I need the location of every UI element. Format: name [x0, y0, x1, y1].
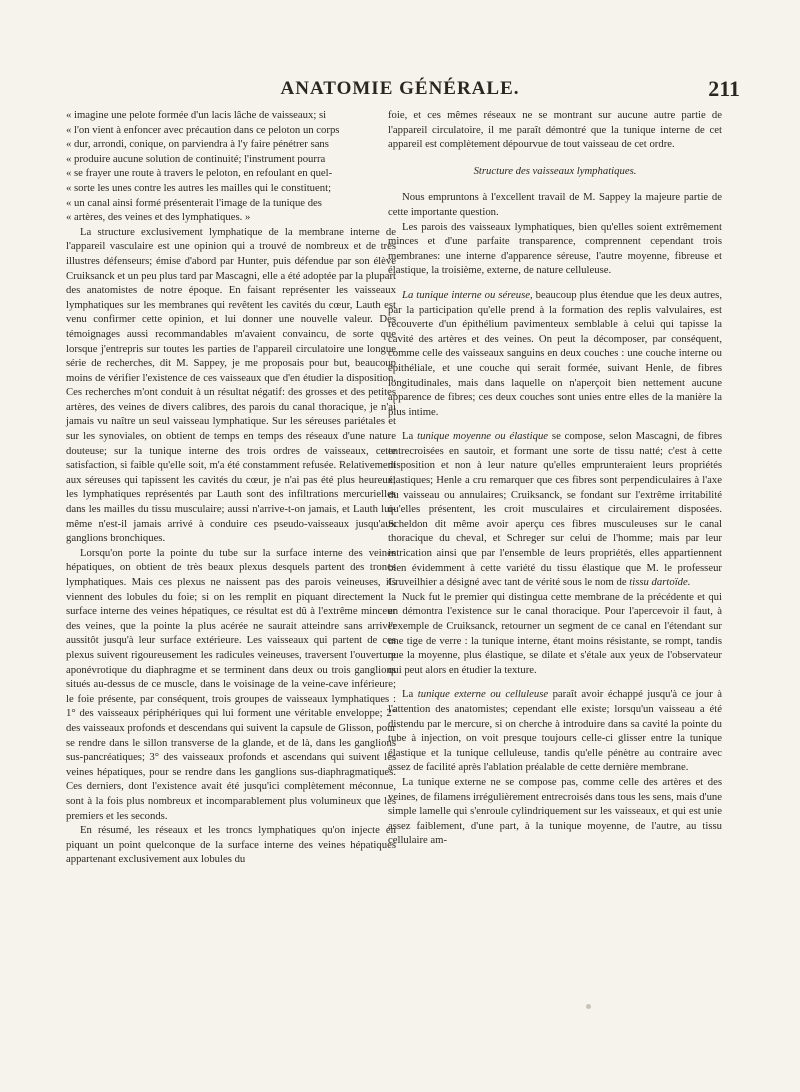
quote-line: « un canal ainsi formé présenterait l'image de la tunique des — [66, 196, 396, 211]
term: tunique externe ou celluleuse — [417, 688, 549, 701]
paragraph — [388, 288, 722, 419]
paragraph: La tunique externe ne se compose pas, comme celle des artères et des veines, de filamens irrégulièrement entrecroisés dans tous les sens, mais d'une simple lamelle qui s'enroule cylindriquement sur les vaisseaux, et qui est unie assez faiblement, d'une part, à la tunique moyenne, de l'autre, au tissu cellulaire am- — [388, 775, 722, 847]
paragraph: La structure exclusivement lymphatique de la membrane interne de l'appareil vasculaire est une opinion qui a trouvé de nombreux et de très illustres défenseurs; émise d'abord par Hunter, puis défendue par son élève Cruiksanck et un peu plus tard par Mascagni, elle a été adoptée par la plupart des anatomistes de notre époque. En faisant représenter les vaisseaux lymphatiques sur les membranes qui revêtent les cavités du cœur, Lauth est venu confirmer cette opinion, et lui donner une nouvelle valeur. Des témoignages aussi recommandables m'avaient convaincu, de sorte que lorsque j'entrepris sur toutes les parties de l'appareil circulatoire une longue série de recherches, dit M. Sappey, je me proposais pour but, beaucoup moins de vérifier l'existence de ces vaisseaux que d'en étudier la disposition. Ces recherches m'ont conduit à un résultat négatif: des grosses et des petites artères, des veines de divers calibres, des parois du canal thoracique, je n'ai jamais vu naître un seul vaisseau lymphatique. Sur les séreuses pariétales et sur les synoviales, on obtient de temps en temps des réseaux d'une nature douteuse; sur la tunique interne des trois ordres de vaisseaux, cette satisfaction, si faible qu'elle soit, m'a été constamment refusée. Relativement aux séreuses qui tapissent les cavités du cœur, je n'ai pas été plus heureux; les lymphatiques représentés par Lauth sont des infiltrations mercurielles dans les mailles du tissu musculaire; aussi n'arrive-t-on jamais, et Lauth lui-même n'est-il jamais arrivé à conduire ces pseudo-vaisseaux jusqu'aux ganglions bronchiques. — [66, 225, 396, 545]
left-column — [66, 108, 396, 867]
right-column — [388, 108, 722, 848]
quote-line: « sorte les unes contre les autres les mailles qui le constituent; — [66, 181, 396, 196]
page-number: 211 — [708, 76, 740, 101]
paragraph-text: La — [402, 430, 418, 443]
term: tunique moyenne ou élastique — [417, 430, 549, 443]
paragraph: Lorsqu'on porte la pointe du tube sur la surface interne des veines hépatiques, on obtient de très beaux plexus desquels partent des troncs lymphatiques. Mais ces plexus ne naissent pas des parois veineuses, ils viennent des lobules du foie; si on les remplit en piquant directement la surface interne des veines hépatiques, ce résultat est dû à l'extrême minceur des veines, que la pointe la plus acérée ne saurait atteindre sans arriver aussitôt jusqu'à leur surface extérieure. Les vaisseaux qui partent de ces plexus suivent rigoureusement les radicules veineuses, traversent l'ouverture aponévrotique du diaphragme et se terminent dans deux ou trois ganglions situés au-dessus de ce muscle, dans le voisinage de la veine-cave inférieure; le foie présente, par conséquent, trois groupes de vaisseaux lymphatiques : 1° des vaisseaux périphériques qui lui forment une véritable enveloppe; 2° des vaisseaux profonds et descendans qui suivent la capsule de Glisson, pour se rendre dans le sillon transverse de la glande, et de là, dans les ganglions sus-pancréatiques; 3° des vaisseaux profonds et ascendans qui suivent les veines hépatiques, pour se rendre dans les ganglions sus-diaphragmatiques. Ces derniers, dont l'existence avait été jusqu'ici complètement méconnue, sont à la fois plus nombreux et incomparablement plus volumineux que les premiers et les seconds. — [66, 546, 396, 822]
paragraph — [388, 687, 722, 775]
quote-line: « imagine une pelote formée d'un lacis lâche de vaisseaux; si — [66, 108, 396, 123]
running-title: ANATOMIE GÉNÉRALE. — [280, 78, 520, 99]
page-header — [60, 76, 740, 106]
paragraph-text: beaucoup plus étendue que les deux autres, par la participation qu'elle prend à la formation des replis valvulaires, est recouverte d'un épithélium pavimenteux semblable à celui qui tapisse la cavité des artères et des veines. On peut la décomposer, par conséquent, comme celle des vaisseaux sanguins en deux couches : une couche interne ou épithéliale, et une couche qui serait formée, suivant Henle, de fibres longitudinales, mais dans laquelle on n'aperçoit bien nettement aucune apparence de fibres; ces deux couches sont unies entre elles de la manière la plus intime. — [388, 288, 722, 418]
quote-line: « artères, des veines et des lymphatiques. » — [66, 210, 396, 225]
quote-block — [66, 108, 396, 225]
paragraph-text: La — [402, 688, 418, 701]
quote-line: « dur, arrondi, conique, on parviendra à l'y faire pénétrer sans — [66, 137, 396, 152]
term: tissu dartoïde. — [629, 576, 691, 589]
section-heading: Structure des vaisseaux lymphatiques. — [473, 164, 637, 177]
term: La tunique interne ou séreuse, — [402, 288, 533, 301]
quote-line: « se frayer une route à travers le peloton, en refoulant en quel- — [66, 166, 396, 181]
quote-line: « produire aucune solution de continuité; l'instrument pourra — [66, 152, 396, 167]
paragraph: Les parois des vaisseaux lymphatiques, bien qu'elles soient extrêmement minces et d'une parfaite transparence, comprennent cependant trois membranes: une interne d'apparence séreuse, l'autre moyenne, fibreuse et élastique, la troisième, externe, de nature celluleuse. — [388, 220, 722, 277]
paragraph-text: se compose, selon Mascagni, de fibres entrecroisées en sautoir, et formant une sorte de tissu natté; c'est à cette disposition et non à leur nature qu'elles emprunteraient leurs propriétés élastiques; Henle a cru remarquer que ces fibres sont perpendiculaires à l'axe du vaisseau ou annulaires; Cruiksanck, se fondant sur l'extrême irritabilité qu'elles présentent, les croit musculaires et circulairement disposées. Scheldon dit même avoir aperçu ces fibres musculeuses sur le canal thoracique du cheval, et Schreger sur celui de l'homme; mais par leur intrication ainsi que par l'ensemble de leurs propriétés, elles appartiennent bien évidemment à cette variété du tissu élastique que M. le professeur Cruveilhier a désigné avec tant de vérité sous le nom de — [388, 430, 722, 589]
paper-speck — [586, 1004, 591, 1009]
paragraph — [388, 429, 722, 590]
paragraph-text: paraît avoir échappé jusqu'à ce jour à l'attention des anatomistes; cependant elle existe; lorsqu'un vaisseau a été distendu par le mercure, si on cherche à introduire dans sa cavité la pointe du tube à injection, on voit presque toujours celle-ci glisser entre la tunique élastique et la tunique celluleuse, tandis qu'elle pénètre au contraire avec assez de facilité après l'ablation préalable de cette dernière membrane. — [388, 688, 722, 774]
paragraph: Nuck fut le premier qui distingua cette membrane de la précédente et qui en démontra l'existence sur le canal thoracique. Pour l'apercevoir il faut, à l'exemple de Cruiksanck, retourner un segment de ce canal en l'étendant sur une tige de verre : la tunique interne, étant moins résistante, se rompt, tandis que la moyenne, plus élastique, se dilate et s'étale aux yeux de l'observateur qui peut alors en étudier la texture. — [388, 590, 722, 676]
paragraph: foie, et ces mêmes réseaux ne se montrant sur aucune autre partie de l'appareil circulatoire, il me paraît démontré que la tunique interne de cet appareil est complètement dépourvue de tout vaisseau de cet ordre. — [388, 109, 722, 151]
paragraph: En résumé, les réseaux et les troncs lymphatiques qu'on injecte en piquant un point quelconque de la surface interne des veines hépatiques appartenant exclusivement aux lobules du — [66, 824, 396, 866]
paragraph: Nous empruntons à l'excellent travail de M. Sappey la majeure partie de cette importante question. — [388, 191, 722, 218]
quote-line: « l'on vient à enfoncer avec précaution dans ce peloton un corps — [66, 123, 396, 138]
